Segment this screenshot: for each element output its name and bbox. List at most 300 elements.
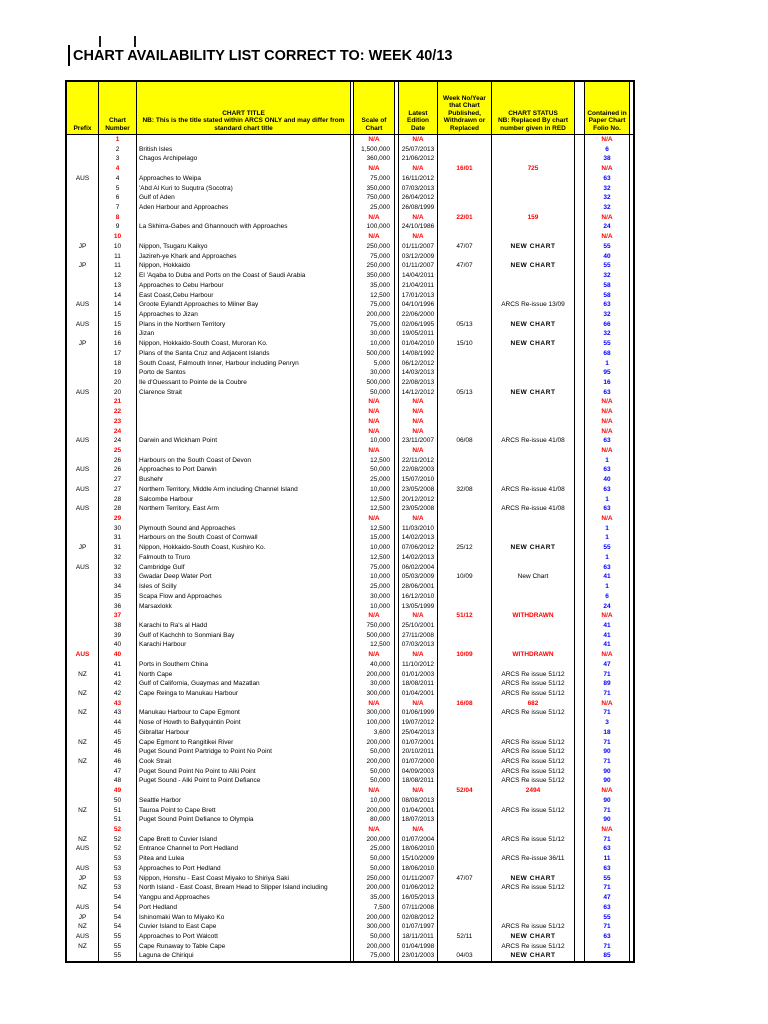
table-row — [67, 242, 633, 252]
cell-scale: 75,000 — [354, 563, 395, 573]
cell-edition-date: 01/07/2000 — [399, 757, 438, 767]
cell-status: ARCS Re issue 51/12 — [492, 747, 575, 757]
cell-scale: N/A — [354, 514, 395, 524]
cell-scale: 200,000 — [354, 670, 395, 680]
cell-edition-date: 11/10/2012 — [399, 660, 438, 670]
table-row — [67, 378, 633, 388]
cell-title: Gwadar Deep Water Port — [137, 572, 351, 582]
cell-status — [492, 271, 575, 281]
cell-scale: N/A — [354, 407, 395, 417]
cell-scale: 30,000 — [354, 592, 395, 602]
cell-scale: 30,000 — [354, 368, 395, 378]
cell-chart-number: 24 — [99, 427, 137, 437]
cell-gap — [575, 271, 585, 281]
table-row — [67, 864, 633, 874]
table-row — [67, 407, 633, 417]
table-row — [67, 397, 633, 407]
cell-title: Plans of the Santa Cruz and Adjacent Islands — [137, 349, 351, 359]
cell-folio: 63 — [585, 563, 630, 573]
cell-edge — [630, 660, 633, 670]
cell-gap — [575, 825, 585, 835]
cell-folio: 47 — [585, 893, 630, 903]
cell-folio: 55 — [585, 913, 630, 923]
cell-gap — [575, 913, 585, 923]
cell-status: ARCS Re issue 51/12 — [492, 670, 575, 680]
cell-gap — [575, 359, 585, 369]
cell-scale: 750,000 — [354, 621, 395, 631]
cell-title: Entrance Channel to Port Hedland — [137, 844, 351, 854]
col-header-scale: Scale of Chart — [354, 82, 395, 134]
cell-edition-date: 21/06/2012 — [399, 154, 438, 164]
cell-title: Karachi Harbour — [137, 640, 351, 650]
cell-chart-number: 2 — [99, 145, 137, 155]
cell-edge — [630, 786, 633, 796]
cell-gap — [575, 456, 585, 466]
cell-title — [137, 786, 351, 796]
cell-status — [492, 728, 575, 738]
cell-gap — [575, 864, 585, 874]
cell-chart-number: 54 — [99, 893, 137, 903]
table-row — [67, 689, 633, 699]
cell-status — [492, 913, 575, 923]
table-body — [67, 135, 633, 961]
table-row — [67, 563, 633, 573]
cell-folio: N/A — [585, 232, 630, 242]
cell-prefix — [67, 592, 99, 602]
col-header-week: Week No/Year that Chart Published, Withdrawn or Replaced — [438, 82, 492, 134]
cell-gap — [575, 154, 585, 164]
cell-scale: 200,000 — [354, 310, 395, 320]
cell-edition-date: 19/05/2011 — [399, 329, 438, 339]
cell-scale: 7,500 — [354, 903, 395, 913]
cell-gap — [575, 893, 585, 903]
cell-edge — [630, 747, 633, 757]
cell-gap — [575, 679, 585, 689]
cell-chart-number: 10 — [99, 242, 137, 252]
cell-gap — [575, 592, 585, 602]
cell-title: El 'Aqaba to Duba and Ports on the Coast of Saudi Arabia — [137, 271, 351, 281]
cell-edge — [630, 193, 633, 203]
cell-week — [438, 913, 492, 923]
cell-title: Gibraltar Harbour — [137, 728, 351, 738]
cell-week — [438, 738, 492, 748]
cell-week — [438, 757, 492, 767]
cell-edge — [630, 776, 633, 786]
cell-edition-date: 14/02/2013 — [399, 553, 438, 563]
cell-week: 16/08 — [438, 699, 492, 709]
cell-title: Seattle Harbor — [137, 796, 351, 806]
cell-folio: 1 — [585, 553, 630, 563]
cell-edition-date: 18/07/2013 — [399, 815, 438, 825]
table-row — [67, 640, 633, 650]
cell-scale: 300,000 — [354, 708, 395, 718]
table-row — [67, 757, 633, 767]
cell-gap — [575, 397, 585, 407]
cell-status — [492, 903, 575, 913]
cell-chart-number: 53 — [99, 864, 137, 874]
cell-title: Jizan — [137, 329, 351, 339]
cell-chart-number: 42 — [99, 689, 137, 699]
cell-folio: 41 — [585, 631, 630, 641]
cell-scale: 200,000 — [354, 738, 395, 748]
cell-gap — [575, 349, 585, 359]
cell-prefix — [67, 193, 99, 203]
cell-title: Nippon, Honshu - East Coast Miyako to Shiriya Saki — [137, 874, 351, 884]
table-row — [67, 922, 633, 932]
cell-scale: 250,000 — [354, 242, 395, 252]
cell-gap — [575, 728, 585, 738]
cell-folio: 32 — [585, 329, 630, 339]
cell-edge — [630, 650, 633, 660]
cell-status — [492, 864, 575, 874]
cell-edge — [630, 699, 633, 709]
table-row — [67, 232, 633, 242]
cell-prefix: AUS — [67, 320, 99, 330]
cell-chart-number: 32 — [99, 563, 137, 573]
table-row — [67, 844, 633, 854]
cell-status — [492, 329, 575, 339]
cell-edition-date: 02/08/2012 — [399, 913, 438, 923]
cell-prefix — [67, 349, 99, 359]
cell-gap — [575, 922, 585, 932]
cell-prefix: AUS — [67, 174, 99, 184]
table-row — [67, 670, 633, 680]
cell-prefix — [67, 893, 99, 903]
cell-title: Ile d'Ouessant to Pointe de la Coubre — [137, 378, 351, 388]
cell-folio: N/A — [585, 514, 630, 524]
cell-prefix: AUS — [67, 932, 99, 942]
cell-edge — [630, 932, 633, 942]
cell-title: Cape Reinga to Manukau Harbour — [137, 689, 351, 699]
cell-week — [438, 689, 492, 699]
table-row — [67, 543, 633, 553]
cell-week — [438, 203, 492, 213]
cell-prefix — [67, 252, 99, 262]
cell-scale: 25,000 — [354, 203, 395, 213]
cell-edge — [630, 252, 633, 262]
cell-title: Approaches to Cebu Harbour — [137, 281, 351, 291]
cell-prefix — [67, 631, 99, 641]
cell-prefix — [67, 776, 99, 786]
cell-folio: 89 — [585, 679, 630, 689]
cell-week: 32/08 — [438, 485, 492, 495]
cell-edge — [630, 689, 633, 699]
cell-folio: 24 — [585, 222, 630, 232]
cell-folio: 71 — [585, 835, 630, 845]
cell-status — [492, 232, 575, 242]
cell-week — [438, 504, 492, 514]
cell-scale: 360,000 — [354, 154, 395, 164]
cell-status — [492, 514, 575, 524]
cell-title: Approaches to Port Darwin — [137, 465, 351, 475]
table-row — [67, 553, 633, 563]
cell-week — [438, 300, 492, 310]
cell-prefix: AUS — [67, 650, 99, 660]
cell-edge — [630, 164, 633, 174]
cell-folio: 58 — [585, 281, 630, 291]
cell-week — [438, 592, 492, 602]
cell-status: ARCS Re-issue 41/08 — [492, 436, 575, 446]
cell-edition-date: 20/10/2011 — [399, 747, 438, 757]
cell-status: ARCS Re-issue 41/08 — [492, 504, 575, 514]
cell-chart-number: 11 — [99, 261, 137, 271]
cell-week — [438, 397, 492, 407]
cell-title — [137, 232, 351, 242]
cell-title: Cook Strait — [137, 757, 351, 767]
cell-week: 16/01 — [438, 164, 492, 174]
cell-status: NEW CHART — [492, 388, 575, 398]
cell-title: Cape Brett to Cuvier Island — [137, 835, 351, 845]
cell-scale: 25,000 — [354, 582, 395, 592]
cell-edge — [630, 679, 633, 689]
cell-edge — [630, 436, 633, 446]
cell-gap — [575, 738, 585, 748]
cell-status — [492, 893, 575, 903]
cell-gap — [575, 407, 585, 417]
table-row — [67, 874, 633, 884]
cell-title: Clarence Strait — [137, 388, 351, 398]
col-header-chart-title-main: CHART TITLE — [222, 109, 265, 117]
cell-edge — [630, 281, 633, 291]
cell-chart-number: 45 — [99, 738, 137, 748]
table-row — [67, 932, 633, 942]
cell-prefix — [67, 329, 99, 339]
cell-scale: 12,500 — [354, 456, 395, 466]
cell-folio: N/A — [585, 135, 630, 145]
cell-title: Approaches to Port Walcott — [137, 932, 351, 942]
table-row — [67, 572, 633, 582]
cell-edition-date: N/A — [399, 514, 438, 524]
table-row — [67, 184, 633, 194]
cell-folio: 71 — [585, 883, 630, 893]
cell-edge — [630, 543, 633, 553]
cell-week — [438, 222, 492, 232]
cell-gap — [575, 417, 585, 427]
cell-title: Jazireh-ye Khark and Approaches — [137, 252, 351, 262]
cell-title — [137, 407, 351, 417]
cell-week: 25/12 — [438, 543, 492, 553]
table-row — [67, 903, 633, 913]
col-header-status-note: NB: Replaced By chart number given in RED — [497, 117, 569, 132]
cell-status — [492, 427, 575, 437]
cell-edition-date: 01/11/2007 — [399, 874, 438, 884]
table-row — [67, 913, 633, 923]
cell-edition-date: N/A — [399, 407, 438, 417]
cell-edition-date: 14/02/2013 — [399, 533, 438, 543]
cell-chart-number: 18 — [99, 359, 137, 369]
cell-folio: 41 — [585, 621, 630, 631]
cell-status: WITHDRAWN — [492, 611, 575, 621]
cell-folio: 71 — [585, 670, 630, 680]
cell-folio: 18 — [585, 728, 630, 738]
cell-status: ARCS Re issue 51/12 — [492, 922, 575, 932]
cell-chart-number: 33 — [99, 572, 137, 582]
cell-chart-number: 31 — [99, 543, 137, 553]
header-gap — [575, 82, 585, 134]
cell-chart-number: 41 — [99, 670, 137, 680]
cell-scale: 300,000 — [354, 689, 395, 699]
cell-week — [438, 815, 492, 825]
cell-prefix — [67, 572, 99, 582]
table-row — [67, 747, 633, 757]
cell-folio: 11 — [585, 854, 630, 864]
cell-week — [438, 252, 492, 262]
col-header-status-main: CHART STATUS — [508, 109, 558, 117]
cell-folio: 63 — [585, 864, 630, 874]
cell-chart-number: 16 — [99, 329, 137, 339]
cell-scale: 200,000 — [354, 883, 395, 893]
cell-chart-number: 46 — [99, 747, 137, 757]
cell-chart-number: 38 — [99, 621, 137, 631]
cell-week — [438, 776, 492, 786]
cell-gap — [575, 320, 585, 330]
cell-folio: 38 — [585, 154, 630, 164]
cell-chart-number: 47 — [99, 767, 137, 777]
cell-title — [137, 427, 351, 437]
cell-title: Puget Sound - Alki Point to Point Defiance — [137, 776, 351, 786]
cell-chart-number: 5 — [99, 184, 137, 194]
table-row — [67, 485, 633, 495]
cell-title: North Island - East Coast, Bream Head to Slipper Island including — [137, 883, 351, 893]
table-row — [67, 281, 633, 291]
cell-prefix: AUS — [67, 563, 99, 573]
cell-scale: 15,000 — [354, 533, 395, 543]
cell-chart-number: 54 — [99, 922, 137, 932]
cell-chart-number: 7 — [99, 203, 137, 213]
cell-chart-number: 53 — [99, 874, 137, 884]
cell-folio: 55 — [585, 339, 630, 349]
table-row — [67, 718, 633, 728]
cell-chart-number: 28 — [99, 504, 137, 514]
cell-chart-number: 29 — [99, 514, 137, 524]
cell-gap — [575, 193, 585, 203]
cell-prefix — [67, 417, 99, 427]
table-row — [67, 951, 633, 961]
cell-week — [438, 796, 492, 806]
table-row — [67, 815, 633, 825]
cell-folio: 71 — [585, 689, 630, 699]
cell-title: Puget Sound Point Partridge to Point No Point — [137, 747, 351, 757]
cell-status — [492, 475, 575, 485]
cell-edge — [630, 854, 633, 864]
cell-folio: 1 — [585, 524, 630, 534]
cell-folio: 63 — [585, 174, 630, 184]
cell-scale: 200,000 — [354, 757, 395, 767]
cell-edition-date: N/A — [399, 650, 438, 660]
cell-chart-number: 43 — [99, 699, 137, 709]
cell-prefix — [67, 446, 99, 456]
cell-folio: 63 — [585, 436, 630, 446]
cell-scale: 500,000 — [354, 631, 395, 641]
cell-title: Harbours on the South Coast of Devon — [137, 456, 351, 466]
cell-folio: N/A — [585, 427, 630, 437]
cell-edition-date: 23/01/2003 — [399, 951, 438, 961]
cell-prefix — [67, 796, 99, 806]
cell-folio: N/A — [585, 417, 630, 427]
cell-scale: 12,500 — [354, 524, 395, 534]
cell-edge — [630, 310, 633, 320]
page-title: CHART AVAILABILITY LIST CORRECT TO: WEEK 40/13 — [73, 47, 453, 64]
cell-chart-number: 55 — [99, 932, 137, 942]
cell-edition-date: N/A — [399, 427, 438, 437]
cell-week — [438, 417, 492, 427]
cell-edge — [630, 708, 633, 718]
cell-chart-number: 25 — [99, 446, 137, 456]
cell-edition-date: 25/10/2001 — [399, 621, 438, 631]
cell-prefix — [67, 271, 99, 281]
cell-chart-number: 40 — [99, 640, 137, 650]
cell-edition-date: N/A — [399, 786, 438, 796]
cell-prefix — [67, 135, 99, 145]
cell-prefix — [67, 524, 99, 534]
cell-status — [492, 844, 575, 854]
cell-title: Nippon, Hokkaido-South Coast, Muroran Ko. — [137, 339, 351, 349]
cell-chart-number: 20 — [99, 378, 137, 388]
cell-title: Groote Eylandt Approaches to Milner Bay — [137, 300, 351, 310]
cell-edition-date: 05/03/2009 — [399, 572, 438, 582]
cell-edition-date: 23/11/2007 — [399, 436, 438, 446]
cell-chart-number: 49 — [99, 786, 137, 796]
cell-edge — [630, 893, 633, 903]
cell-week — [438, 329, 492, 339]
cell-folio: 63 — [585, 388, 630, 398]
cell-folio: N/A — [585, 825, 630, 835]
cell-status: NEW CHART — [492, 543, 575, 553]
cell-title: East Coast,Cebu Harbour — [137, 291, 351, 301]
cell-gap — [575, 135, 585, 145]
cell-title: Approaches to Port Hedland — [137, 864, 351, 874]
cell-status: 2494 — [492, 786, 575, 796]
cell-title: Nippon, Tsugaru Kaikyo — [137, 242, 351, 252]
table-row — [67, 427, 633, 437]
cell-edition-date: N/A — [399, 611, 438, 621]
cell-week — [438, 864, 492, 874]
cell-title: Nippon, Hokkaido — [137, 261, 351, 271]
table-row — [67, 252, 633, 262]
cell-gap — [575, 232, 585, 242]
cell-gap — [575, 213, 585, 223]
cell-edition-date: 01/11/2007 — [399, 242, 438, 252]
cell-scale: 200,000 — [354, 835, 395, 845]
cell-status — [492, 417, 575, 427]
cell-title — [137, 397, 351, 407]
cell-title: Port Hedland — [137, 903, 351, 913]
cell-edition-date: 14/03/2013 — [399, 368, 438, 378]
cell-status — [492, 825, 575, 835]
cell-folio: N/A — [585, 213, 630, 223]
cell-edition-date: 01/04/2001 — [399, 806, 438, 816]
cell-folio: 6 — [585, 145, 630, 155]
cell-title: Nose of Howth to Ballyquintin Point — [137, 718, 351, 728]
cell-scale: 3,600 — [354, 728, 395, 738]
cell-folio: 55 — [585, 242, 630, 252]
cell-title: Cape Runaway to Table Cape — [137, 942, 351, 952]
cell-prefix — [67, 359, 99, 369]
table-row — [67, 796, 633, 806]
cell-scale: 35,000 — [354, 893, 395, 903]
cell-folio: 3 — [585, 718, 630, 728]
cell-edition-date: 22/06/2000 — [399, 310, 438, 320]
cell-title: Gulf of Kachchh to Sonmiani Bay — [137, 631, 351, 641]
cell-scale: 80,000 — [354, 815, 395, 825]
cell-folio: 47 — [585, 660, 630, 670]
cell-gap — [575, 874, 585, 884]
cell-title: Yangpu and Approaches — [137, 893, 351, 903]
cell-edition-date: 19/07/2012 — [399, 718, 438, 728]
cell-gap — [575, 602, 585, 612]
table-row — [67, 738, 633, 748]
cell-edge — [630, 728, 633, 738]
